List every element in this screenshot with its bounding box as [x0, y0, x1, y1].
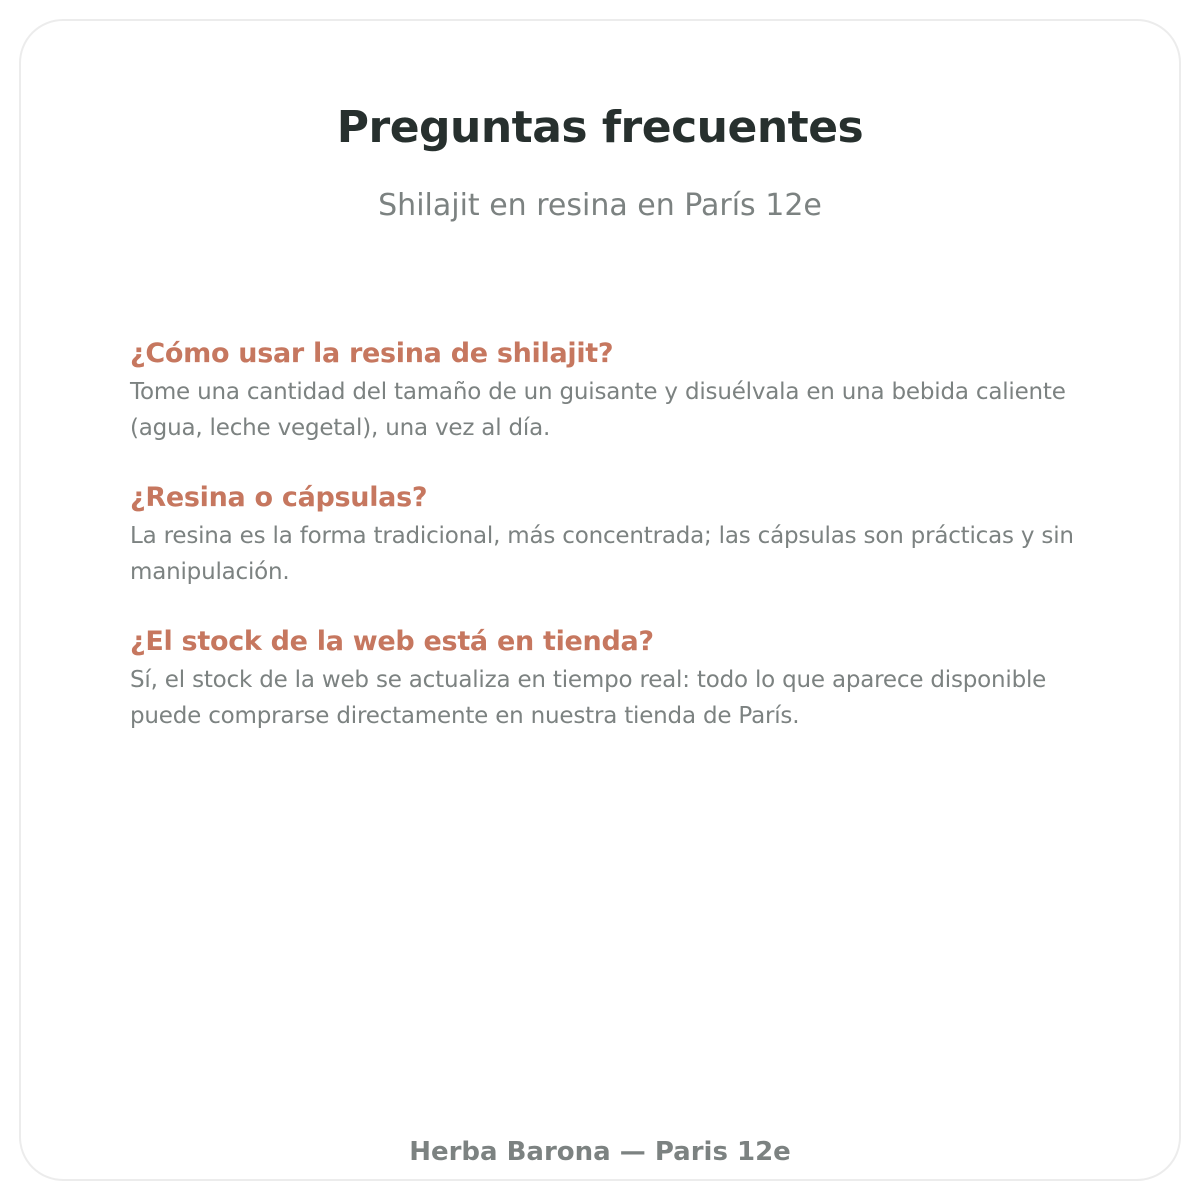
- faq-answer: Sí, el stock de la web se actualiza en tiempo real: todo lo que aparece disponible puede comprarse directamente en nuestra tienda de París.: [130, 667, 1047, 729]
- faq-list: [130, 334, 1110, 766]
- faq-question: ¿El stock de la web está en tienda?: [130, 626, 654, 657]
- faq-answer: La resina es la forma tradicional, más concentrada; las cápsulas son prácticas y sin manipulación.: [130, 523, 1074, 585]
- faq-item: [130, 622, 1110, 734]
- faq-item: [130, 478, 1110, 590]
- faq-question: ¿Cómo usar la resina de shilajit?: [130, 338, 614, 369]
- faq-answer: Tome una cantidad del tamaño de un guisante y disuélvala en una bebida caliente (agua, leche vegetal), una vez al día.: [130, 379, 1066, 441]
- page-title: Preguntas frecuentes: [336, 102, 864, 153]
- faq-item: [130, 334, 1110, 446]
- page-subtitle: Shilajit en resina en París 12e: [378, 188, 822, 223]
- footer-brand: Herba Barona — Paris 12e: [409, 1137, 791, 1167]
- faq-question: ¿Resina o cápsulas?: [130, 482, 428, 513]
